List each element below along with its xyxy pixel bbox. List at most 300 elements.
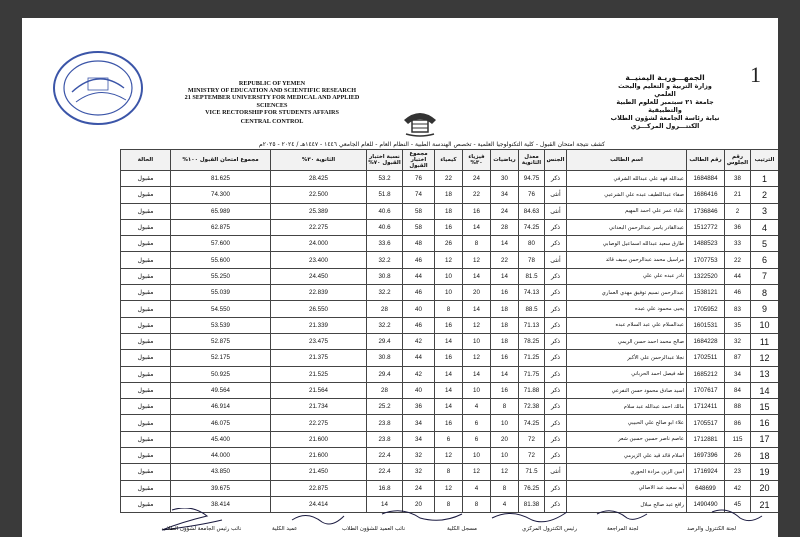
cell-seat: 84 [725,382,751,398]
cell-pct70: 53.2 [367,171,403,187]
cell-name: عاصم ناصر حسين حسين شعر [567,431,687,447]
cell-total: 42 [403,366,435,382]
cell-seat: 2 [725,203,751,219]
cell-status: مقبول [121,301,171,317]
cell-math: 18 [491,301,519,317]
cell-id: 1490490 [687,496,725,512]
cell-seat: 21 [725,187,751,203]
cell-seat: 23 [725,464,751,480]
cell-final: 46.075 [171,415,271,431]
cell-name: مالك احمد عبدالله عبد سلام [567,399,687,415]
signature-area [22,508,778,537]
cell-rank: 15 [751,399,779,415]
cell-final: 44.000 [171,448,271,464]
cell-name: علاء ابو صالح علي الحبيبي [567,415,687,431]
table-row [121,252,779,268]
cell-id: 1705952 [687,301,725,317]
cell-seat: 88 [725,399,751,415]
english-line: REPUBLIC OF YEMEN [238,80,306,87]
cell-status: مقبول [121,350,171,366]
cell-total: 24 [403,480,435,496]
signature-label: مسجل الكلية [447,526,477,532]
cell-seat: 115 [725,431,751,447]
cell-rank: 1 [751,171,779,187]
cell-rank: 11 [751,333,779,349]
handwritten-signatures-icon [22,508,778,537]
cell-name: طه فيصل احمد الحرباني [567,366,687,382]
cell-total: 58 [403,203,435,219]
cell-total: 20 [403,496,435,512]
cell-gender: أنثى [545,187,567,203]
cell-total: 48 [403,236,435,252]
cell-final: 55.039 [171,285,271,301]
cell-status: مقبول [121,236,171,252]
cell-hs30: 21.339 [271,317,367,333]
english-header [172,80,372,125]
english-line: CENTRAL CONTROL [240,118,304,126]
cell-gender: ذكر [545,219,567,235]
cell-hs30: 21.600 [271,431,367,447]
cell-hs30: 24.000 [271,236,367,252]
cell-rank: 21 [751,496,779,512]
column-header: كيمياء [435,150,463,171]
arabic-line: الجمهـــوريـة اليمنيــة [625,73,705,82]
cell-math: 16 [491,285,519,301]
cell-final: 45.400 [171,431,271,447]
cell-phys: 22 [463,187,491,203]
cell-seat: 36 [725,219,751,235]
cell-gender: ذكر [545,382,567,398]
cell-final: 43.850 [171,464,271,480]
cell-pct70: 23.8 [367,415,403,431]
cell-hs30: 22.875 [271,480,367,496]
cell-seat: 26 [725,448,751,464]
column-header: رقم الجلوس [725,150,751,171]
page-number: 1 [750,62,761,87]
cell-id: 1601531 [687,317,725,333]
cell-final: 74.300 [171,187,271,203]
arabic-line: الكنتـــرول المركـــزي [630,122,700,130]
cell-rank: 5 [751,236,779,252]
cell-status: مقبول [121,317,171,333]
cell-status: مقبول [121,203,171,219]
cell-total: 46 [403,317,435,333]
cell-total: 32 [403,448,435,464]
column-header: رياضيات [491,150,519,171]
cell-gpa: 78.25 [519,333,545,349]
cell-math: 34 [491,187,519,203]
cell-seat: 86 [725,415,751,431]
cell-gender: ذكر [545,431,567,447]
cell-math: 18 [491,333,519,349]
cell-gender: ذكر [545,171,567,187]
cell-id: 1684228 [687,333,725,349]
cell-id: 1512772 [687,219,725,235]
cell-total: 40 [403,301,435,317]
cell-status: مقبول [121,382,171,398]
cell-gender: ذكر [545,366,567,382]
column-header: مجموع اختبار القبول [403,150,435,171]
cell-phys: 12 [463,464,491,480]
table-body [121,171,779,513]
cell-gpa: 81.38 [519,496,545,512]
cell-status: مقبول [121,171,171,187]
cell-hs30: 21.375 [271,350,367,366]
cell-seat: 34 [725,366,751,382]
cell-chem: 10 [435,268,463,284]
cell-phys: 8 [463,496,491,512]
cell-rank: 7 [751,268,779,284]
cell-id: 1712881 [687,431,725,447]
cell-pct70: 22.4 [367,448,403,464]
cell-hs30: 22.500 [271,187,367,203]
table-row [121,171,779,187]
cell-id: 1685212 [687,366,725,382]
english-line: MINISTRY OF EDUCATION AND SCIENTIFIC RESEARCH [187,87,357,95]
cell-math: 24 [491,203,519,219]
cell-pct70: 40.6 [367,203,403,219]
cell-math: 12 [491,464,519,480]
cell-total: 34 [403,431,435,447]
cell-phys: 8 [463,236,491,252]
cell-chem: 18 [435,203,463,219]
table-row [121,464,779,480]
cell-gpa: 81.5 [519,268,545,284]
cell-phys: 14 [463,268,491,284]
cell-gpa: 78 [519,252,545,268]
cell-id: 1538121 [687,285,725,301]
cell-hs30: 25.389 [271,203,367,219]
cell-name: عبدالله فهد علي عبدالله الشرفي [567,171,687,187]
cell-final: 38.414 [171,496,271,512]
table-row [121,236,779,252]
cell-gender: ذكر [545,285,567,301]
cell-final: 53.539 [171,317,271,333]
cell-gender: ذكر [545,399,567,415]
cell-gpa: 74.13 [519,285,545,301]
column-header: الثانوية ٣٠% [271,150,367,171]
cell-final: 49.564 [171,382,271,398]
cell-name: نادر عبده علي علي [567,268,687,284]
table-row [121,268,779,284]
cell-id: 1716924 [687,464,725,480]
cell-phys: 4 [463,399,491,415]
cell-math: 10 [491,448,519,464]
cell-name: أيه سعيد عبد الاصالي [567,480,687,496]
arabic-line: نيابة رئاسة الجامعة لشؤون الطلاب [610,114,720,122]
cell-seat: 42 [725,480,751,496]
table-row [121,350,779,366]
cell-phys: 24 [463,171,491,187]
cell-id: 1684884 [687,171,725,187]
cell-pct70: 32.2 [367,285,403,301]
cell-final: 52.175 [171,350,271,366]
cell-total: 40 [403,382,435,398]
cell-name: مراسيل محمد عبدالرحمن سيف قائد [567,252,687,268]
cell-gpa: 84.63 [519,203,545,219]
cell-gpa: 74.25 [519,219,545,235]
cell-status: مقبول [121,464,171,480]
cell-rank: 16 [751,415,779,431]
cell-final: 65.989 [171,203,271,219]
cell-id: 1702511 [687,350,725,366]
english-line: VICE RECTORSHIP FOR STUDENTS AFFAIRS [205,108,339,116]
table-row [121,399,779,415]
cell-phys: 20 [463,285,491,301]
cell-math: 4 [491,496,519,512]
cell-final: 50.925 [171,366,271,382]
cell-gpa: 72 [519,431,545,447]
cell-hs30: 22.275 [271,219,367,235]
table-row [121,366,779,382]
cell-gender: ذكر [545,350,567,366]
cell-name: عبدالقادر ياسر عبدالرحمن البعداني [567,219,687,235]
signature-label: لجنة المراجعة [607,526,639,532]
table-row [121,431,779,447]
cell-pct70: 30.8 [367,350,403,366]
cell-phys: 10 [463,382,491,398]
cell-status: مقبول [121,496,171,512]
results-table [120,149,778,513]
cell-hs30: 21.450 [271,464,367,480]
cell-pct70: 30.8 [367,268,403,284]
cell-gpa: 80 [519,236,545,252]
cell-seat: 44 [725,268,751,284]
cell-hs30: 23.475 [271,333,367,349]
cell-rank: 8 [751,285,779,301]
cell-rank: 10 [751,317,779,333]
cell-phys: 4 [463,480,491,496]
cell-final: 54.550 [171,301,271,317]
column-header: الجنس [545,150,567,171]
cell-gpa: 71.75 [519,366,545,382]
signature-label: نائب رئيس الجامعة لشؤون الطلاب [162,526,242,532]
cell-math: 16 [491,350,519,366]
table-row [121,187,779,203]
cell-rank: 2 [751,187,779,203]
cell-final: 39.675 [171,480,271,496]
cell-gender: ذكر [545,496,567,512]
cell-math: 14 [491,268,519,284]
cell-chem: 16 [435,350,463,366]
column-header: الحالة [121,150,171,171]
cell-pct70: 29.4 [367,366,403,382]
table-title: كشف نتيجة امتحان القبول - كلية التكنولوجيا العلمية - تخصص الهندسة الطبية - النظام العام - للعام الجامعي ١٤٤٦ - ١٤٤٧هـ / ٢٠٢٤ - ٢٠٢٥م [258,141,606,148]
cell-pct70: 22.4 [367,464,403,480]
cell-status: مقبول [121,415,171,431]
table-row [121,448,779,464]
cell-gpa: 76.25 [519,480,545,496]
table-row [121,317,779,333]
cell-total: 32 [403,464,435,480]
cell-rank: 20 [751,480,779,496]
cell-chem: 16 [435,415,463,431]
cell-pct70: 28 [367,301,403,317]
cell-gpa: 72.38 [519,399,545,415]
cell-pct70: 14 [367,496,403,512]
cell-hs30: 21.734 [271,399,367,415]
table-row [121,285,779,301]
cell-id: 1697396 [687,448,725,464]
cell-total: 76 [403,171,435,187]
cell-total: 44 [403,350,435,366]
cell-pct70: 51.8 [367,187,403,203]
cell-rank: 9 [751,301,779,317]
cell-name: اسيد صادق محمود حسن النفرعي [567,382,687,398]
cell-total: 74 [403,187,435,203]
cell-chem: 8 [435,496,463,512]
cell-pct70: 40.6 [367,219,403,235]
cell-gpa: 88.5 [519,301,545,317]
cell-id: 1707753 [687,252,725,268]
cell-final: 55.250 [171,268,271,284]
signature-label: رئيس الكنترول المركزي [522,526,577,532]
cell-rank: 3 [751,203,779,219]
cell-pct70: 16.8 [367,480,403,496]
signature-label: لجنة الكنترول والرصد [687,526,737,532]
cell-final: 62.875 [171,219,271,235]
cell-pct70: 33.6 [367,236,403,252]
cell-id: 1686416 [687,187,725,203]
cell-seat: 38 [725,171,751,187]
signature-label: نائب العميد للشؤون الطلاب [342,526,406,532]
cell-status: مقبول [121,333,171,349]
cell-gender: ذكر [545,415,567,431]
column-header: نسبة اختبار القبول ٧٠% [367,150,403,171]
cell-hs30: 26.550 [271,301,367,317]
cell-chem: 14 [435,366,463,382]
cell-gender: ذكر [545,236,567,252]
table-header-row [121,150,779,171]
arabic-header [610,74,720,130]
cell-chem: 22 [435,171,463,187]
cell-final: 52.875 [171,333,271,349]
cell-math: 22 [491,252,519,268]
cell-gender: ذكر [545,301,567,317]
table-row [121,480,779,496]
cell-math: 28 [491,219,519,235]
column-header: رقم الطالب [687,150,725,171]
cell-chem: 18 [435,187,463,203]
cell-phys: 14 [463,301,491,317]
cell-total: 46 [403,252,435,268]
cell-pct70: 32.2 [367,317,403,333]
cell-chem: 14 [435,399,463,415]
cell-pct70: 25.2 [367,399,403,415]
table-row [121,415,779,431]
cell-gpa: 71.25 [519,350,545,366]
cell-hs30: 21.564 [271,382,367,398]
cell-hs30: 21.525 [271,366,367,382]
cell-gender: ذكر [545,480,567,496]
cell-status: مقبول [121,187,171,203]
cell-status: مقبول [121,366,171,382]
table-row [121,333,779,349]
cell-total: 44 [403,268,435,284]
cell-name: رافع عبد صالح مبلال [567,496,687,512]
column-header: اسم الطالب [567,150,687,171]
cell-name: يحيى محمود علي عبده [567,301,687,317]
cell-name: عبدالسلام علي عبد السلام عبده [567,317,687,333]
scanned-document-page [22,18,778,537]
table-row [121,301,779,317]
yemen-emblem-icon [400,106,440,138]
cell-final: 46.914 [171,399,271,415]
cell-math: 18 [491,317,519,333]
cell-phys: 12 [463,350,491,366]
cell-chem: 14 [435,382,463,398]
cell-name: نجلا عبدالرحمن علي الأكبر [567,350,687,366]
cell-phys: 10 [463,333,491,349]
cell-hs30: 22.275 [271,415,367,431]
cell-gender: ذكر [545,333,567,349]
cell-rank: 6 [751,252,779,268]
cell-gpa: 71.13 [519,317,545,333]
cell-phys: 6 [463,431,491,447]
cell-rank: 19 [751,464,779,480]
cell-gender: أنثى [545,252,567,268]
arabic-line: جامعة ٢١ سبتمبر للعلوم الطبية والتطبيقية [616,98,714,114]
cell-hs30: 23.400 [271,252,367,268]
results-table-container [120,149,778,513]
cell-final: 81.625 [171,171,271,187]
cell-id: 648699 [687,480,725,496]
cell-gpa: 72 [519,448,545,464]
cell-chem: 12 [435,480,463,496]
round-stamp-icon [50,48,146,128]
cell-name: امين الزين مرادة الحوري [567,464,687,480]
cell-gpa: 71.5 [519,464,545,480]
document-header [22,18,778,138]
cell-math: 8 [491,480,519,496]
cell-name: عبدالرحمن نسيم توفيق مهدي العماري [567,285,687,301]
cell-name: صالح محمد احمد حسن الريمي [567,333,687,349]
cell-gpa: 71.88 [519,382,545,398]
cell-name: صفاء عبداللطيف عبده علي الشرعبي [567,187,687,203]
cell-total: 36 [403,399,435,415]
cell-chem: 26 [435,236,463,252]
cell-status: مقبول [121,399,171,415]
cell-phys: 12 [463,317,491,333]
cell-seat: 33 [725,236,751,252]
cell-phys: 14 [463,366,491,382]
cell-total: 46 [403,285,435,301]
cell-name: اسلام قائد قيد علي الزيرمي [567,448,687,464]
cell-gpa: 94.75 [519,171,545,187]
cell-gender: ذكر [545,268,567,284]
cell-id: 1707617 [687,382,725,398]
cell-rank: 14 [751,382,779,398]
cell-hs30: 21.600 [271,448,367,464]
table-row [121,219,779,235]
cell-gender: أنثى [545,203,567,219]
cell-phys: 14 [463,219,491,235]
cell-status: مقبول [121,285,171,301]
cell-final: 57.600 [171,236,271,252]
cell-phys: 12 [463,252,491,268]
cell-total: 34 [403,415,435,431]
cell-chem: 14 [435,333,463,349]
cell-hs30: 22.839 [271,285,367,301]
cell-chem: 10 [435,285,463,301]
cell-math: 8 [491,399,519,415]
table-row [121,203,779,219]
cell-hs30: 24.414 [271,496,367,512]
cell-math: 14 [491,236,519,252]
cell-seat: 83 [725,301,751,317]
cell-status: مقبول [121,252,171,268]
cell-pct70: 29.4 [367,333,403,349]
